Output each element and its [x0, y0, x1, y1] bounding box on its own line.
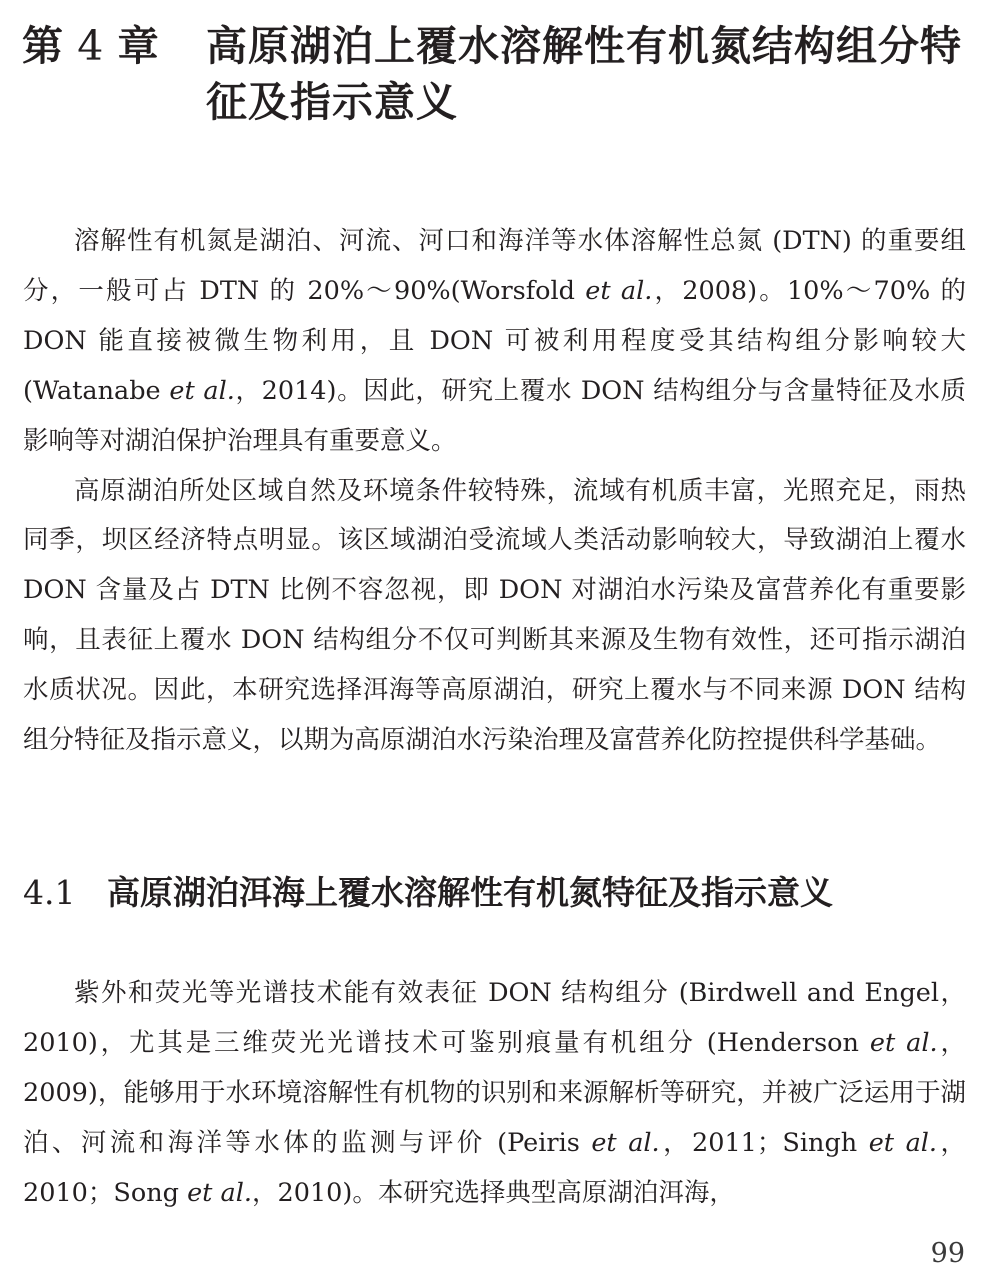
chapter-title [22, 18, 972, 130]
page-number: 99 [930, 1238, 965, 1269]
section-number: 4.1 [23, 873, 76, 912]
chapter-label: 第 4 章 [22, 22, 159, 70]
chapter-title-row [22, 18, 972, 130]
chapter-title-text: 高原湖泊上覆水溶解性有机氮结构组分特征及指示意义 [206, 22, 962, 126]
intro-text [23, 217, 966, 766]
section-title: 高原湖泊洱海上覆水溶解性有机氮特征及指示意义 [107, 873, 833, 912]
intro-paragraph-2: 高原湖泊所处区域自然及环境条件较特殊，流域有机质丰富，光照充足，雨热同季，坝区经济特点明显。该区域湖泊受流域人类活动影响较大，导致湖泊上覆水 DON 含量及占 DTN 比例不容忽视，即 DON 对湖泊水污染及富营养化有重要影响，且表征上覆水 DON 结构组分不仅可判断其来源及生物有效性，还可指示湖泊水质状况。因此，本研究选择洱海等高原湖泊，研究上覆水与不同来源 DON 结构组分特征及指示意义，以期为高原湖泊水污染治理及富营养化防控提供科学基础。 [23, 475, 966, 756]
section-heading [23, 868, 966, 918]
intro-paragraph-1: 溶解性有机氮是湖泊、河流、河口和海洋等水体溶解性总氮 (DTN) 的重要组分，一般可占 DTN 的 20%～90%(Worsfold et al.，2008)。10%～70% 的 DON 能直接被微生物利用，且 DON 可被利用程度受其结构组分影响较大 (Watanabe et al.，2014)。因此，研究上覆水 DON 结构组分与含量特征及水质影响等对湖泊保护治理具有重要意义。 [23, 226, 966, 456]
section-paragraph-1: 紫外和荧光等光谱技术能有效表征 DON 结构组分 (Birdwell and Engel， 2010)，尤其是三维荧光光谱技术可鉴别痕量有机组分 (Henderson et al.， 2009)，能够用于水环境溶解性有机物的识别和来源解析等研究，并被广泛运用于湖泊、河流和海洋等水体的监测与评价 (Peiris et al.，2011；Singh et al.，2010；Song et al.，2010)。本研究选择典型高原湖泊洱海， [23, 978, 966, 1208]
section-text [23, 969, 966, 1219]
